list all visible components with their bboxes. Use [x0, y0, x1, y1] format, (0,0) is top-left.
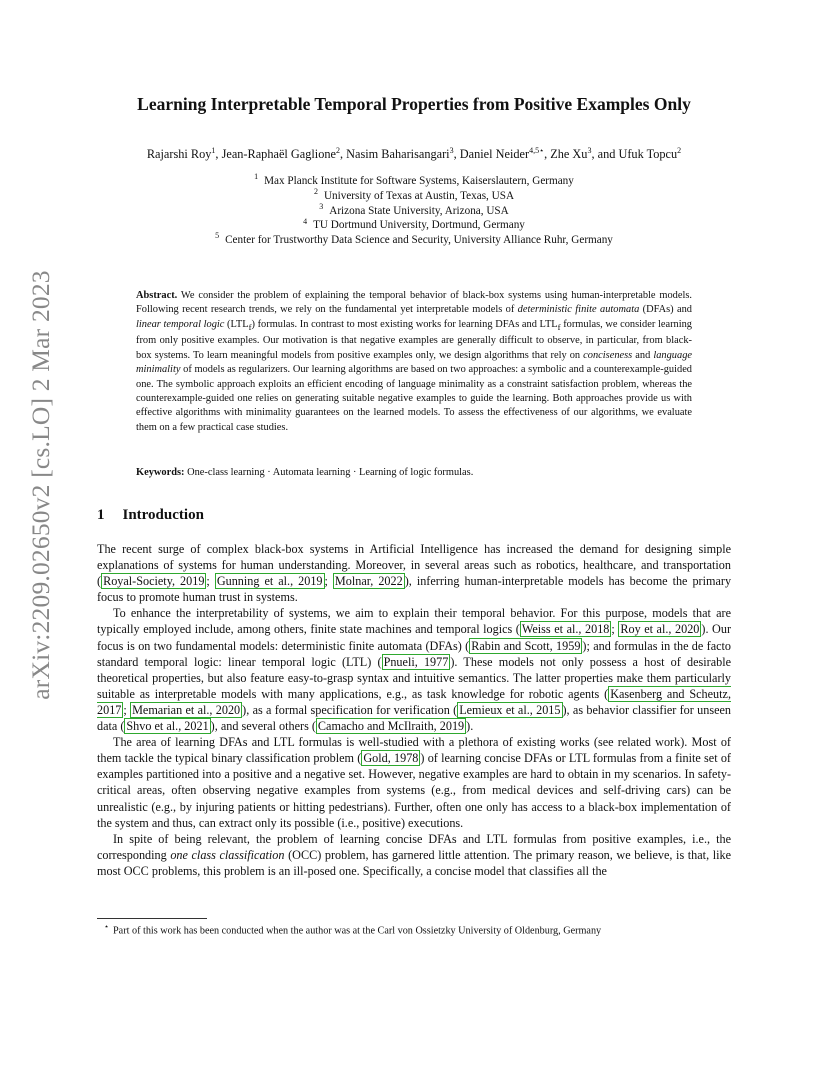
author-name: Zhe Xu [550, 147, 588, 161]
body-text [97, 541, 731, 879]
author-name: Nasim Baharisangari [346, 147, 450, 161]
author-list: Rajarshi Roy$^1$, Jean-Raphaël Gaglione$^2$, Nasim Baharisangari$^3$, Daniel Neider$^{4,5⋆}$, Zhe Xu$^3$, and Ufuk Topcu$^2$ [146, 145, 682, 161]
arxiv-sidebar [21, 270, 61, 700]
author-name: Daniel Neider [459, 147, 530, 161]
author-affil-mark: 2 [677, 145, 682, 155]
citation-link[interactable]: Gunning et al., 2019 [216, 574, 323, 589]
section-heading [97, 507, 204, 524]
affiliation-list [0, 174, 828, 248]
author-affil-mark: 2 [335, 145, 340, 155]
paragraph: To enhance the interpretability of systems, we aim to explain their temporal behavior. For this purpose, models that are typically employed include, among others, finite state machines and temporal logics ( Weiss et al., 2018 ; Roy et al., 2020 ). Our focus is on two fundamental models: deterministic finite automata (DFAs) ( Rabin and Scott, 1959 ); and formulas in the de facto standard temporal logic: linear temporal logic (LTL) ( Pnueli, 1977 ). These models not only possess a host of desirable theoretical properties, but also feature easy-to-grasp syntax and intuitive semantics. The latter properties make them particularly suitable as interpretable models with many applications, e.g., as task knowledge for robotic agents ( Kasenberg and Scheutz, 2017 ; Memarian et al., 2020 ), as a formal specification for verification ( Lemieux et al., 2015 ), as behavior classifier for unseen data ( Shvo et al., 2021 ), and several others ( Camacho and McIlraith, 2019 ). [97, 606, 732, 734]
abstract-label: Abstract. [136, 290, 178, 301]
affiliation: $^1$ Max Planck Institute for Software Systems, Kaiserslautern, Germany [254, 172, 574, 187]
keywords: Keywords: One-class learning · Automata learning · Learning of logic formulas. [136, 467, 474, 478]
affiliation: $^4$ TU Dortmund University, Dortmund, Germany [303, 216, 525, 232]
citation-link[interactable]: Weiss et al., 2018 [521, 622, 610, 637]
paragraph: The recent surge of complex black-box systems in Artificial Intelligence has increased the demand for designing simple explanations of systems for human understanding. Moreover, in several areas such as robotics, healthcare, and transportation ( Royal-Society, 2019 ; Gunning et al., 2019 ; Molnar, 2022 ), inferring human-interpretable models has become the primary focus to promote human trust in systems. [97, 542, 732, 605]
affiliation: $^5$ Center for Trustworthy Data Science and Security, University Alliance Ruhr, Germany [215, 231, 613, 247]
author-name: Rajarshi Roy [146, 147, 212, 161]
citation-link[interactable]: Rabin and Scott, 1959 [471, 638, 581, 653]
paragraph: In spite of being relevant, the problem of learning concise DFAs and LTL formulas from positive examples, i.e., the corresponding one class classification (OCC) problem, has garnered little attention. The primary reason, we believe, is that, like most OCC problems, this problem is an ill-posed one. Specifically, a concise model that classifies all the [97, 831, 731, 878]
footnote [97, 922, 601, 936]
keywords-label: Keywords: [136, 467, 185, 478]
citation-link[interactable]: Molnar, 2022 [334, 574, 403, 589]
author-affil-mark: 3 [587, 145, 592, 155]
citation-link[interactable]: Kasenberg and Scheutz, 2017 [97, 686, 731, 717]
paragraph: The area of learning DFAs and LTL formulas is well-studied with a plethora of existing works (see related work). Most of them tackle the typical binary classification problem ( Gold, 1978 ) of learning concise DFAs or LTL formulas from a finite set of examples partitioned into a positive and a negative set. However, negative examples are hard to obtain in my scenarios. In safety-critical areas, often observing negative examples from systems (e.g., from medical devices and self-driving cars) can be unrealistic (e.g., by injuring patients or hitting pedestrians). Further, often one only has access to a black-box implementation of the system and thus, can extract only its possible (i.e., positive) executions. [97, 735, 731, 830]
citation-link[interactable]: Lemieux et al., 2015 [459, 702, 561, 717]
citation-link[interactable]: Shvo et al., 2021 [126, 719, 209, 734]
author-affil-mark: 3 [449, 145, 454, 155]
citation-link[interactable]: Camacho and McIlraith, 2019 [317, 719, 465, 734]
footnote-text: Part of this work has been conducted when the author was at the Carl von Ossietzky University of Oldenburg, Germany [113, 925, 602, 937]
section-title: Introduction [122, 507, 204, 523]
author-affil-mark: 1 [211, 145, 216, 155]
footnote-rule [97, 918, 207, 919]
author-affil-mark: 4,5⋆ [529, 145, 545, 155]
citation-link[interactable]: Gold, 1978 [363, 751, 419, 766]
abstract: Abstract. We consider the problem of explaining the temporal behavior of black-box systems using human-interpretable models. Following recent research trends, we rely on the fundamental yet interpretable models of deterministic finite automata (DFAs) and linear temporal logic $(LTL_f)$ formulas. In contrast to most existing works for learning DFAs and $LTL_f$ formulas, we consider learning from only positive examples. Our motivation is that negative examples are generally difficult to observe, in particular, from black-box systems. To learn meaningful models from positive examples only, we design algorithms that rely on conciseness and language minimality of models as regularizers. Our learning algorithms are based on two approaches: a symbolic and a counterexample-guided one. The symbolic approach exploits an efficient encoding of language minimality as a constraint satisfaction problem, whereas the counterexample-guided one relies on generating suitable negative examples to guide the learning. Both approaches provide us with effective algorithms with minimality guarantees on the learned models. To assess the effectiveness of our algorithms, we evaluate them on a few practical case studies. [136, 290, 693, 433]
citation-link[interactable]: Royal-Society, 2019 [103, 574, 205, 589]
affiliation: $^2$ University of Texas at Austin, Texas, USA [313, 187, 515, 202]
section-number: 1 [97, 507, 105, 523]
citation-link[interactable]: Pnueli, 1977 [383, 654, 449, 669]
citation-link[interactable]: Roy et al., 2020 [620, 622, 700, 637]
author-name: Ufuk Topcu [618, 147, 678, 161]
paper-title: Learning Interpretable Temporal Properties from Positive Examples Only [137, 94, 691, 114]
arxiv-identifier: arXiv:2209.02650v2 [cs.LO] 2 Mar 2023 [26, 270, 55, 700]
citation-link[interactable]: Memarian et al., 2020 [132, 702, 241, 717]
author-name: Jean-Raphaël Gaglione [221, 147, 336, 161]
affiliation: $^3$ Arizona State University, Arizona, USA [319, 201, 509, 217]
footnote-mark: ⋆ [104, 922, 110, 931]
